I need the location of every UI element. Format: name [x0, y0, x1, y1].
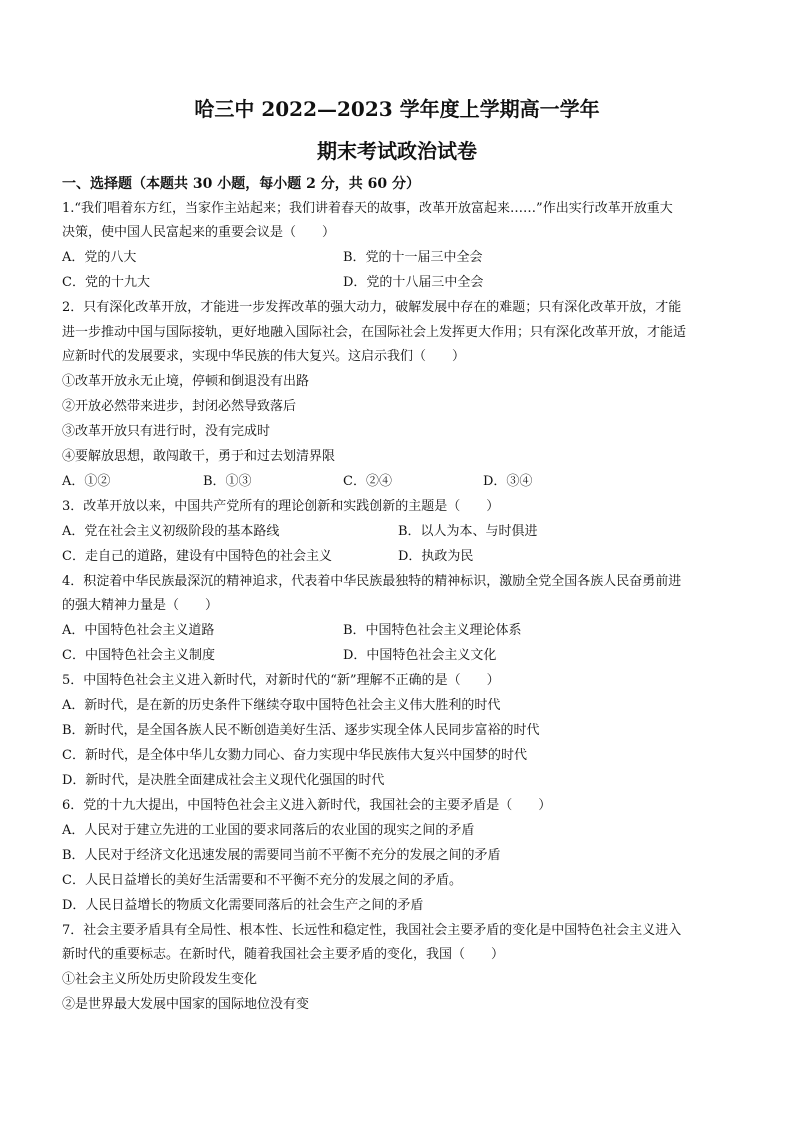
q7-statement-2: ②是世界最大发展中国家的国际地位没有变	[62, 997, 310, 1012]
q2-statement-2: ②开放必然带来进步，封闭必然导致落后	[62, 399, 297, 414]
q4-option-d: D．中国特色社会主义文化	[343, 648, 497, 663]
q7-statement-1: ①社会主义所处历史阶段发生变化	[62, 972, 258, 987]
q2-stem-line3: 应新时代的发展要求，实现中华民族的伟大复兴。这启示我们（ ）	[62, 349, 466, 364]
q5-option-c: C．新时代，是全体中华儿女勠力同心、奋力实现中华民族伟大复兴中国梦的时代	[62, 748, 527, 763]
exam-title-line2: 期末考试政治试卷	[317, 139, 477, 163]
q6-option-c: C．人民日益增长的美好生活需要和不平衡不充分的发展之间的矛盾。	[62, 873, 462, 888]
q1-stem-line1: 1.“我们唱着东方红，当家作主站起来；我们讲着春天的故事，改革开放富起来……”作出实行改革开放重大	[62, 201, 673, 216]
q2-statement-3: ③改革开放只有进行时，没有完成时	[62, 424, 271, 439]
q5-option-d: D．新时代，是决胜全面建成社会主义现代化强国的时代	[62, 773, 385, 788]
q3-option-b: B．以人为本、与时俱进	[398, 524, 538, 539]
q7-stem-line1: 7．社会主要矛盾具有全局性、根本性、长远性和稳定性，我国社会主要矛盾的变化是中国特色社会主义进入	[62, 923, 682, 938]
q4-option-c: C．中国特色社会主义制度	[62, 648, 215, 663]
q5-option-a: A．新时代，是在新的历史条件下继续夺取中国特色社会主义伟大胜利的时代	[62, 698, 501, 713]
q1-stem-line2: 决策，使中国人民富起来的重要会议是（ ）	[62, 225, 336, 240]
q7-stem-line2: 新时代的重要标志。在新时代，随着我国社会主要矛盾的变化，我国（ ）	[62, 947, 505, 962]
q2-option-b: B．①③	[203, 474, 252, 489]
q2-stem-line1: 2．只有深化改革开放，才能进一步发挥改革的强大动力，破解发展中存在的难题；只有深化改革开放，才能	[62, 300, 682, 315]
q3-option-d: D．执政为民	[398, 549, 474, 564]
q1-option-c: C．党的十九大	[62, 275, 150, 290]
q4-option-a: A．中国特色社会主义道路	[62, 623, 215, 638]
q2-option-c: C．②④	[343, 474, 392, 489]
q6-stem-line1: 6．党的十九大提出，中国特色社会主义进入新时代，我国社会的主要矛盾是（ ）	[62, 798, 552, 813]
q2-option-d: D．③④	[483, 474, 533, 489]
q2-stem-line2: 进一步推动中国与国际接轨，更好地融入国际社会，在国际社会上发挥更大作用；只有深化改革开放，才能适	[62, 325, 687, 340]
q4-stem-line2: 的强大精神力量是（ ）	[62, 598, 219, 613]
q2-option-a: A．①②	[62, 474, 111, 489]
section-heading: 一、选择题（本题共 30 小题，每小题 2 分，共 60 分）	[62, 176, 420, 192]
q2-statement-4: ④要解放思想，敢闯敢干，勇于和过去划清界限	[62, 449, 336, 464]
q6-option-d: D．人民日益增长的物质文化需要同落后的社会生产之间的矛盾	[62, 898, 424, 913]
q6-option-a: A．人民对于建立先进的工业国的要求同落后的农业国的现实之间的矛盾	[62, 823, 475, 838]
q6-option-b: B．人民对于经济文化迅速发展的需要同当前不平衡不充分的发展之间的矛盾	[62, 848, 501, 863]
q1-option-a: A．党的八大	[62, 250, 137, 265]
exam-title-line1: 哈三中 2022—2023 学年度上学期高一学年	[194, 97, 600, 121]
q3-option-c: C．走自己的道路，建设有中国特色的社会主义	[62, 549, 332, 564]
q5-stem-line1: 5．中国特色社会主义进入新时代，对新时代的“新”理解不正确的是（ ）	[62, 673, 500, 688]
q4-stem-line1: 4．积淀着中华民族最深沉的精神追求，代表着中华民族最独特的精神标识，激励全党全国各族人民奋勇前进	[62, 574, 682, 589]
q1-option-b: B．党的十一届三中全会	[343, 250, 483, 265]
q3-option-a: A．党在社会主义初级阶段的基本路线	[62, 524, 280, 539]
q1-option-d: D．党的十八届三中全会	[343, 275, 484, 290]
q4-option-b: B．中国特色社会主义理论体系	[343, 623, 522, 638]
q3-stem-line1: 3．改革开放以来，中国共产党所有的理论创新和实践创新的主题是（ ）	[62, 499, 500, 514]
q2-statement-1: ①改革开放永无止境，停顿和倒退没有出路	[62, 374, 310, 389]
q5-option-b: B．新时代，是全国各族人民不断创造美好生活、逐步实现全体人民同步富裕的时代	[62, 723, 540, 738]
